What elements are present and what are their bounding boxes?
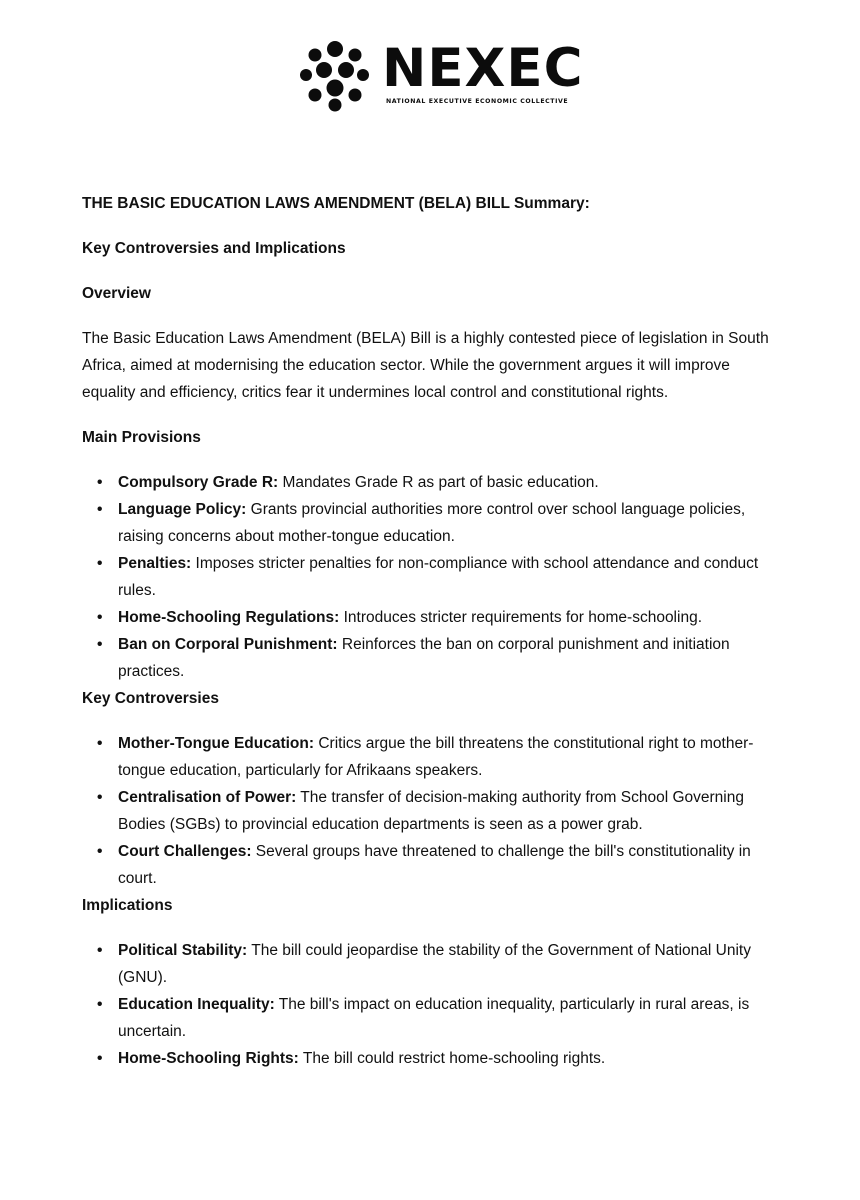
list-item	[118, 550, 782, 604]
item-text: Grants provincial authorities more control over school language policies, raising concerns about mother-tongue education.	[118, 501, 746, 545]
list-item	[118, 784, 782, 838]
dots-cluster-icon	[300, 40, 370, 112]
list-item	[118, 991, 782, 1045]
item-label: Compulsory Grade R:	[118, 474, 279, 491]
list-item	[118, 937, 782, 991]
implications-list	[82, 937, 782, 1072]
list-item	[118, 730, 782, 784]
item-text: The bill's impact on education inequality, particularly in rural areas, is uncertain.	[118, 996, 750, 1040]
item-text: The bill could jeopardise the stability of the Government of National Unity (GNU).	[118, 942, 751, 986]
item-text: Critics argue the bill threatens the constitutional right to mother-tongue education, particularly for Afrikaans speakers.	[118, 735, 754, 779]
document-subtitle: Key Controversies and Implications	[82, 240, 346, 257]
item-text: Several groups have threatened to challenge the bill's constitutionality in court.	[118, 843, 751, 887]
provisions-heading: Main Provisions	[82, 429, 201, 446]
list-item	[118, 838, 782, 892]
item-label: Mother-Tongue Education:	[118, 735, 315, 752]
item-label: Penalties:	[118, 555, 192, 572]
overview-heading: Overview	[82, 285, 151, 302]
implications-heading: Implications	[82, 897, 173, 914]
item-label: Ban on Corporal Punishment:	[118, 636, 338, 653]
nexec-logo	[300, 38, 584, 114]
controversies-list	[82, 730, 782, 892]
item-text: Imposes stricter penalties for non-compliance with school attendance and conduct rules.	[118, 555, 759, 599]
item-label: Political Stability:	[118, 942, 248, 959]
list-item	[118, 469, 782, 496]
item-text: Mandates Grade R as part of basic education.	[278, 474, 599, 491]
item-label: Centralisation of Power:	[118, 789, 297, 806]
list-item	[118, 604, 782, 631]
item-label: Language Policy:	[118, 501, 247, 518]
controversies-heading: Key Controversies	[82, 690, 219, 707]
list-item	[118, 1045, 782, 1072]
overview-text: The Basic Education Laws Amendment (BELA) Bill is a highly contested piece of legislation in South Africa, aimed at modernising the education sector. While the government argues it will improve equality and efficiency, critics fear it undermines local control and constitutional rights.	[82, 330, 769, 401]
list-item	[118, 496, 782, 550]
logo-tagline: NATIONAL EXECUTIVE ECONOMIC COLLECTIVE	[386, 98, 569, 105]
item-label: Court Challenges:	[118, 843, 252, 860]
item-label: Home-Schooling Rights:	[118, 1050, 299, 1067]
item-text: Reinforces the ban on corporal punishment and initiation practices.	[118, 636, 730, 680]
provisions-list	[82, 469, 782, 685]
logo-wordmark: NEXEC	[382, 38, 584, 99]
document-body	[82, 190, 782, 1072]
document-title: THE BASIC EDUCATION LAWS AMENDMENT (BELA) BILL Summary:	[82, 195, 590, 212]
item-text: The transfer of decision-making authority from School Governing Bodies (SGBs) to provincial education departments is seen as a power grab.	[118, 789, 744, 833]
item-text: Introduces stricter requirements for home-schooling.	[339, 609, 702, 626]
item-label: Education Inequality:	[118, 996, 275, 1013]
item-label: Home-Schooling Regulations:	[118, 609, 340, 626]
list-item	[118, 631, 782, 685]
item-text: The bill could restrict home-schooling rights.	[298, 1050, 606, 1067]
